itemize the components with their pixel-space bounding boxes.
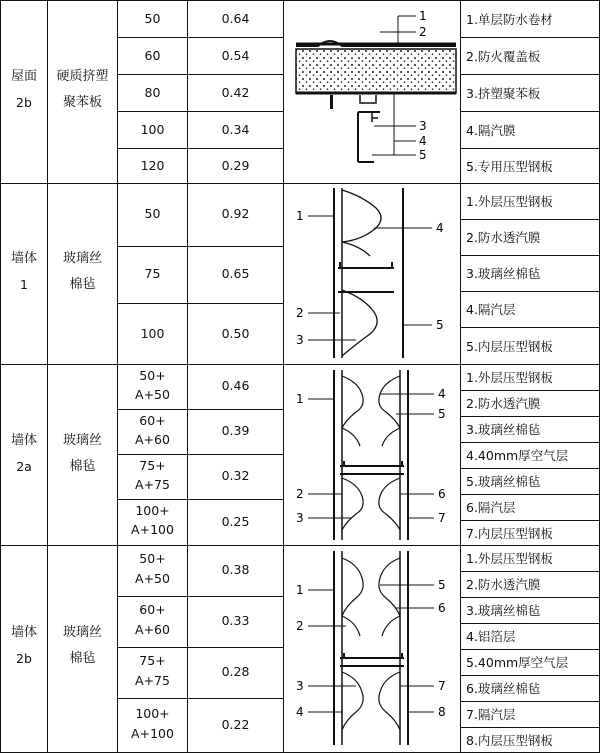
k-value: 0.28 [221, 664, 250, 679]
k-value: 0.29 [221, 158, 250, 173]
thickness-value: 75 [144, 266, 161, 281]
k-value: 0.46 [221, 378, 250, 393]
legend-item: 4.40mm厚空气层 [466, 448, 569, 463]
legend-item: 7.隔汽层 [466, 707, 516, 722]
thickness-value: 60 [144, 48, 161, 63]
material-name: 玻璃丝 [62, 251, 102, 266]
section-code: 2b [16, 651, 32, 666]
legend-item: 2.防水透汽膜 [466, 577, 541, 592]
legend-item: 7.内层压型钢板 [466, 526, 553, 541]
callout-label: 5 [419, 148, 427, 162]
k-value: 0.32 [221, 468, 250, 483]
callout-label: 6 [438, 601, 446, 615]
legend-item: 3.玻璃丝棉毡 [466, 422, 541, 437]
callout-label: 7 [438, 679, 446, 693]
legend-item: 5.40mm厚空气层 [466, 655, 569, 670]
callout-label: 7 [438, 511, 446, 525]
callout-label: 3 [296, 679, 304, 693]
callout-label: 3 [296, 333, 304, 347]
legend-item: 8.内层压型钢板 [466, 733, 553, 748]
wall-2a-section-diagram [296, 370, 446, 540]
thickness-value: 50 [144, 11, 161, 26]
legend-item: 5.专用压型钢板 [466, 159, 553, 174]
legend-item: 2.防水透汽膜 [466, 230, 541, 245]
callout-label: 5 [438, 407, 446, 421]
legend-item: 1.单层防水卷材 [466, 12, 553, 27]
legend-item: 1.外层压型钢板 [466, 551, 553, 566]
legend-item: 3.玻璃丝棉毡 [466, 603, 541, 618]
thickness-value: 100+ [135, 503, 170, 518]
k-value: 0.54 [221, 48, 250, 63]
k-value: 0.22 [221, 717, 250, 732]
callout-label: 4 [419, 134, 427, 148]
material-name: 棉毡 [69, 459, 96, 474]
legend-item: 3.玻璃丝棉毡 [466, 266, 541, 281]
callout-label: 4 [438, 387, 446, 401]
k-value: 0.92 [221, 206, 250, 221]
section-name: 墙体 [10, 251, 37, 266]
section-name: 墙体 [10, 625, 37, 640]
thickness-value: A+50 [135, 571, 170, 586]
material-name: 棉毡 [69, 651, 96, 666]
thickness-value: 50 [144, 206, 161, 221]
legend-item: 4.铝箔层 [466, 629, 516, 644]
legend-item: 3.挤塑聚苯板 [466, 86, 541, 101]
thickness-value: 50+ [139, 551, 166, 566]
thickness-value: A+75 [135, 673, 170, 688]
material-name: 硬质挤塑 [56, 69, 109, 84]
thickness-value: 50+ [139, 368, 166, 383]
k-value: 0.33 [221, 613, 250, 628]
thickness-value: A+60 [135, 432, 170, 447]
section-code: 2a [16, 459, 32, 474]
callout-label: 1 [296, 392, 304, 406]
callout-label: 2 [296, 487, 304, 501]
k-value: 0.38 [221, 562, 250, 577]
k-value: 0.64 [221, 11, 250, 26]
callout-label: 2 [296, 306, 304, 320]
k-value: 0.39 [221, 423, 250, 438]
legend-item: 4.隔汽层 [466, 302, 516, 317]
callout-label: 2 [419, 25, 427, 39]
section-name: 墙体 [10, 433, 37, 448]
k-value: 0.34 [221, 122, 250, 137]
thickness-value: 100 [140, 122, 165, 137]
material-name: 玻璃丝 [62, 625, 102, 640]
callout-label: 1 [296, 209, 304, 223]
callout-label: 1 [419, 9, 427, 23]
legend-item: 4.隔汽膜 [466, 123, 516, 138]
callout-label: 3 [296, 511, 304, 525]
k-value: 0.65 [221, 266, 250, 281]
thickness-value: A+100 [131, 522, 174, 537]
legend-item: 2.防水透汽膜 [466, 396, 541, 411]
callout-label: 4 [436, 221, 444, 235]
thickness-value: 120 [140, 158, 165, 173]
legend-item: 5.内层压型钢板 [466, 339, 553, 354]
k-value: 0.50 [221, 326, 250, 341]
material-name: 聚苯板 [62, 95, 102, 110]
section-code: 2b [16, 95, 32, 110]
legend-item: 2.防火覆盖板 [466, 49, 541, 64]
thickness-value: A+50 [135, 387, 170, 402]
wall-1-section-diagram [296, 188, 444, 358]
thickness-value: 60+ [139, 602, 166, 617]
thickness-value: 100 [140, 326, 165, 341]
roof-section-diagram [296, 9, 456, 162]
callout-label: 8 [438, 705, 446, 719]
legend-item: 5.玻璃丝棉毡 [466, 474, 541, 489]
thickness-value: 80 [144, 85, 161, 100]
legend-item: 1.外层压型钢板 [466, 370, 553, 385]
thickness-value: A+75 [135, 477, 170, 492]
legend-item: 1.外层压型钢板 [466, 194, 553, 209]
k-value: 0.42 [221, 85, 250, 100]
callout-label: 1 [296, 583, 304, 597]
wall-2b-section-diagram [296, 551, 446, 745]
callout-label: 2 [296, 619, 304, 633]
callout-label: 5 [436, 318, 444, 332]
material-name: 棉毡 [69, 277, 96, 292]
callout-label: 3 [419, 119, 427, 133]
thickness-value: 100+ [135, 706, 170, 721]
material-name: 玻璃丝 [62, 433, 102, 448]
k-value: 0.25 [221, 514, 250, 529]
section-name: 屋面 [10, 69, 37, 84]
callout-label: 4 [296, 705, 304, 719]
thickness-value: 60+ [139, 413, 166, 428]
thickness-value: A+100 [131, 726, 174, 741]
section-code: 1 [20, 277, 28, 292]
thickness-value: A+60 [135, 622, 170, 637]
legend-item: 6.玻璃丝棉毡 [466, 681, 541, 696]
callout-label: 5 [438, 578, 446, 592]
legend-item: 6.隔汽层 [466, 500, 516, 515]
thickness-value: 75+ [139, 653, 166, 668]
callout-label: 6 [438, 487, 446, 501]
thickness-value: 75+ [139, 458, 166, 473]
